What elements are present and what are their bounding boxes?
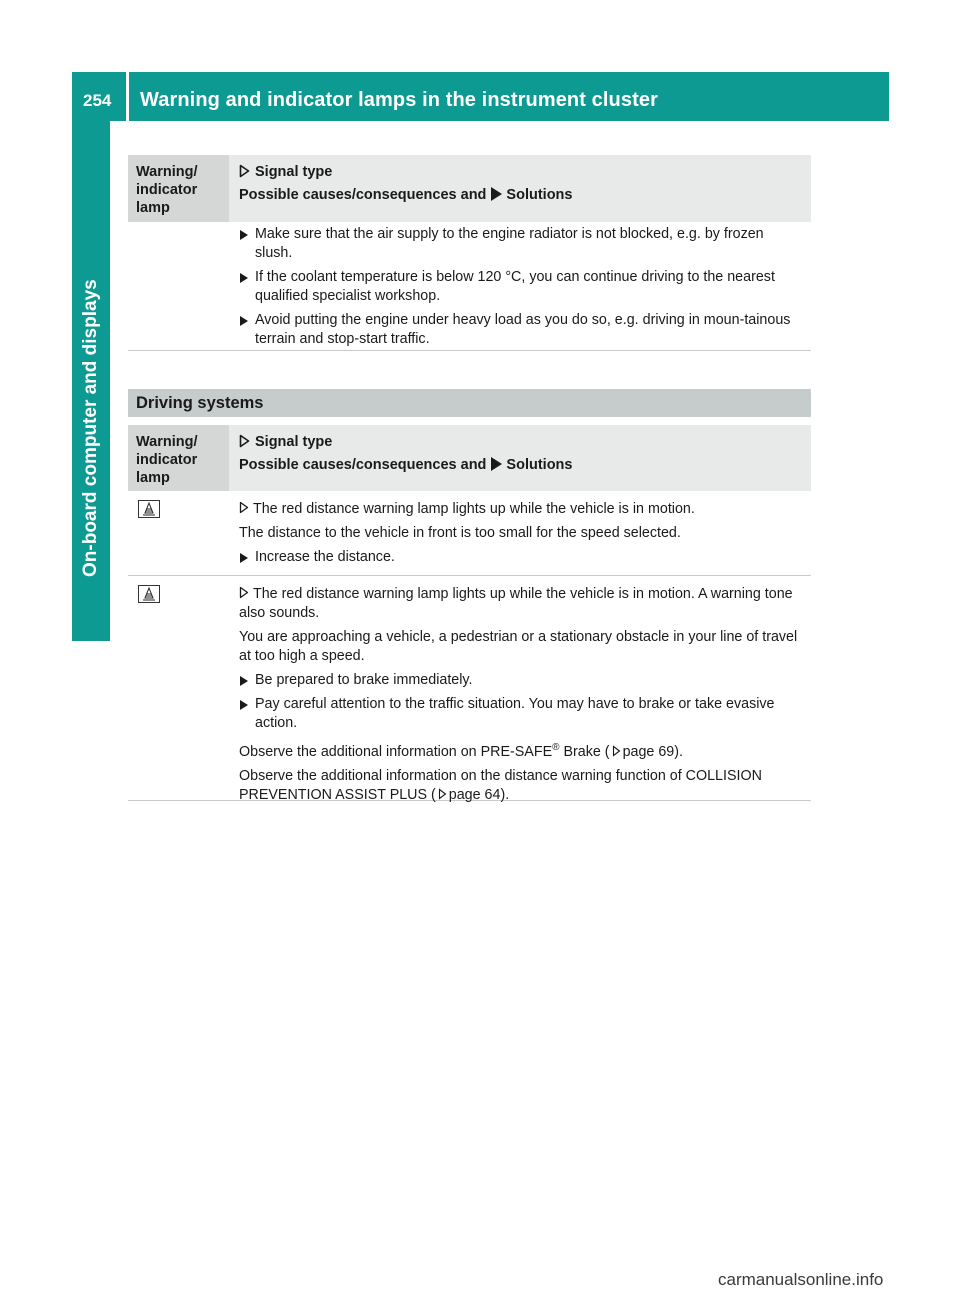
causes-label: Possible causes/consequences and (239, 457, 487, 473)
header-divider (126, 72, 129, 121)
note-text: ). (500, 787, 510, 803)
distance-warning-lamp-icon (138, 500, 160, 518)
pre-safe-note (239, 743, 803, 762)
signal-type-icon (239, 164, 250, 178)
cause-text: You are approaching a vehicle, a pedestrian or a stationary obstacle in your line of travel at too high a speed. (239, 629, 798, 664)
lamp-cell (128, 222, 229, 231)
page-title: Warning and indicator lamps in the instrument cluster (140, 89, 658, 111)
page-number: 254 (83, 91, 112, 110)
lamp-col-line: Warning/ (136, 164, 198, 180)
solutions-label: Solutions (506, 187, 573, 203)
chapter-side-tab (72, 121, 110, 641)
section-heading (128, 389, 811, 417)
chapter-title: On-board computer and displays (80, 279, 101, 577)
action-arrow-icon (240, 676, 248, 686)
signal-type-label: Signal type (255, 164, 333, 180)
lamp-column-header (128, 425, 229, 491)
list-item (239, 311, 803, 349)
list-item (239, 225, 803, 263)
content-cell (229, 576, 811, 818)
signal-type-icon (239, 501, 249, 514)
signal-type-icon (239, 586, 249, 599)
bullet-text: Be prepared to brake immediately. (255, 672, 473, 688)
lamp-column-header (128, 155, 229, 222)
causes-label: Possible causes/consequences and (239, 187, 487, 203)
lamp-col-line: indicator (136, 182, 198, 198)
signal-type-icon (239, 434, 250, 448)
note-text: Brake ( (563, 744, 610, 760)
table-header-row (128, 425, 811, 491)
bullet-text: Pay careful attention to the traffic situation. You may have to brake or take evasive action. (255, 696, 775, 731)
solutions-label: Solutions (506, 457, 573, 473)
note-text: Observe the additional information on the distance warning function of COLLISION PREVENTION ASSIST PLUS ( (239, 768, 762, 803)
action-arrow-icon (240, 273, 248, 283)
list-item (239, 671, 803, 690)
lamp-cell (128, 491, 229, 524)
note-text: Observe the additional information on PRE-SAFE (239, 744, 553, 760)
solutions-icon (491, 187, 502, 201)
page-reference-link[interactable]: page 69 (622, 744, 675, 760)
bullet-text: If the coolant temperature is below 120 °C, you can continue driving to the nearest qualified specialist workshop. (255, 269, 775, 304)
driving-systems-table (128, 425, 811, 801)
list-item (239, 695, 803, 733)
content-cell (229, 491, 811, 580)
lamp-col-line: lamp (136, 200, 170, 216)
action-arrow-icon (240, 230, 248, 240)
page-reference-icon (438, 788, 447, 800)
signal-column-header (229, 425, 811, 474)
table-row (128, 491, 811, 576)
lamp-col-line: indicator (136, 452, 198, 468)
lamp-cell (128, 576, 229, 609)
content-cell (229, 222, 811, 362)
list-item (239, 548, 803, 567)
table-header-row (128, 155, 811, 222)
action-arrow-icon (240, 553, 248, 563)
registered-mark: ® (552, 742, 560, 753)
action-arrow-icon (240, 700, 248, 710)
signal-column-header (229, 155, 811, 204)
distance-warning-lamp-icon (138, 585, 160, 603)
action-arrow-icon (240, 316, 248, 326)
section-title: Driving systems (136, 394, 264, 412)
signal-text: The red distance warning lamp lights up while the vehicle is in motion. A warning tone also sounds. (239, 586, 793, 621)
solutions-icon (491, 457, 502, 471)
table-row (128, 576, 811, 801)
bullet-text: Make sure that the air supply to the engine radiator is not blocked, e.g. by frozen slush. (255, 226, 764, 261)
bullet-text: Avoid putting the engine under heavy load as you do so, e.g. driving in moun-tainous terrain and stop-start traffic. (255, 312, 791, 347)
lamp-col-line: lamp (136, 470, 170, 486)
cause-text: The distance to the vehicle in front is too small for the speed selected. (239, 525, 681, 541)
page-reference-icon (612, 745, 621, 757)
note-text: ). (674, 744, 683, 760)
bullet-text: Increase the distance. (255, 549, 395, 565)
page-header (72, 72, 889, 121)
collision-prevention-note (239, 767, 803, 805)
list-item (239, 268, 803, 306)
signal-text: The red distance warning lamp lights up while the vehicle is in motion. (253, 501, 695, 517)
lamp-col-line: Warning/ (136, 434, 198, 450)
page-reference-link[interactable]: page 64 (448, 787, 501, 803)
table-row (128, 222, 811, 351)
warning-table-continued (128, 155, 811, 351)
signal-type-label: Signal type (255, 434, 333, 450)
watermark: carmanualsonline.info (718, 1270, 884, 1289)
